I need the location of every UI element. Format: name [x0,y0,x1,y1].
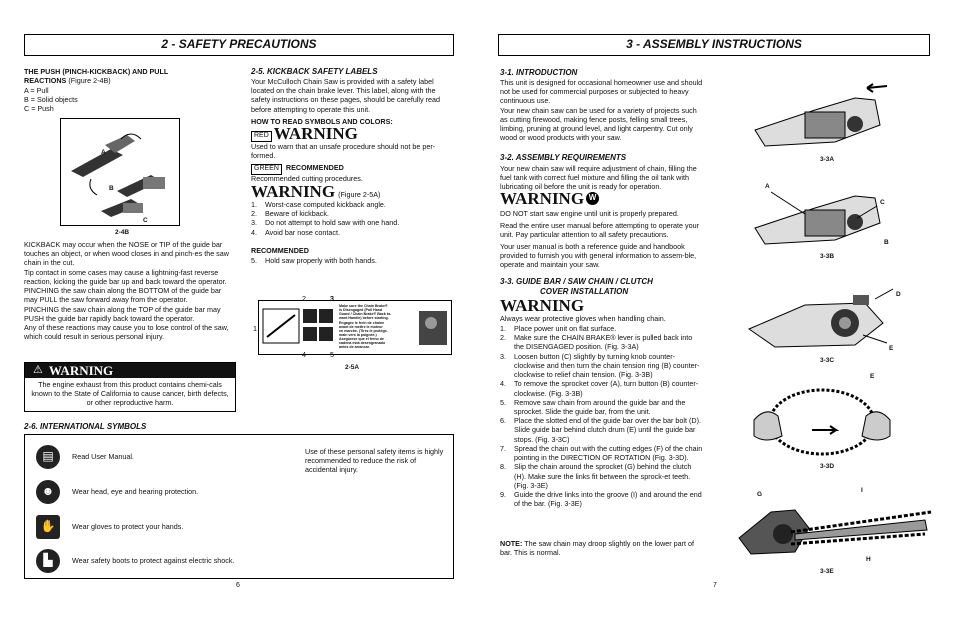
fig-3-3c-label-d: D [896,291,901,298]
list-item: 5. Hold saw properly with both hands. [251,256,377,265]
list-item: 4. To remove the sprocket cover (A), turn button (B) counter-clockwise. (Fig. 3-3B) [500,379,699,398]
section-3-3-line1: 3-3. GUIDE BAR / SAW CHAIN / CLUTCH [500,277,653,286]
list-item: 8. Slip the chain around the sprocket (G) behind the clutch (H). Make sure the links fit between the sprock-et teeth. (Fig. 3-3E) [500,462,692,490]
kickback-diagram [61,119,179,225]
fig-3-3e-label-i: I [861,487,863,494]
boots-icon: ▙ [36,549,60,573]
warning-box-title: WARNING [48,363,114,378]
label-num-4: 4 [302,350,306,359]
list-item: 3. Do not attempt to hold saw with one hand. [251,218,400,228]
list-item: 1. Worst-case computed kickback angle. [251,200,386,209]
recommended-text: Recommended cutting procedures. [251,174,363,183]
warning-box [24,362,236,412]
kickback-p5: Any of these reactions may cause you to lose control of the saw, which could result in serious personal injury. [24,322,229,342]
push-pull-legend [24,86,78,114]
legend-c: C = Push [24,104,54,114]
label-num-5: 5 [330,350,334,359]
intro-p1: This unit is designed for occasional homeowner use and should not be used for commercial purposes or subjected to heavy continuous use. [500,78,703,106]
list-item: 4. Avoid bar nose contact. [251,227,340,237]
gloves-icon: ✋ [36,515,60,539]
red-warning-row [251,125,358,142]
figure-2-4b [60,118,180,226]
symbol-row-manual [36,445,134,469]
symbol-text-head: Wear head, eye and hearing protection. [72,487,199,497]
head-protection-icon: ☻ [36,480,60,504]
list-item: 2. Make sure the CHAIN BRAKE® lever is pulled back into the DISENGAGED position. (Fig. 3-3A) [500,333,693,352]
kickback-p1: KICKBACK may occur when the NOSE or TIP of the guide bar touches an object, or when wood closes in and pinch-es the saw chain in the cut. [24,240,229,268]
figure-3-3d [752,380,892,460]
warning-gloves-text: Always wear protective gloves when handling chain. [500,314,666,323]
fig-3-3e-label-g: G [757,491,763,498]
fig-caption-3-3e: 3-3E [820,568,834,575]
warning-gloves-title: WARNING [500,296,585,315]
symbol-text-gloves: Wear gloves to protect your hands. [72,522,184,532]
symbol-text-boots: Wear safety boots to protect against electric shock. [72,556,235,566]
recommended2-list [251,256,456,265]
symbol-text-manual: Read User Manual. [72,452,134,462]
fig-label-a: A [101,149,106,156]
section-3-3-title [500,277,710,297]
warning-red-text: Used to warn that an unsafe procedure should not be per-formed. [251,142,436,161]
warning-box-header [25,363,235,378]
fig-3-3e-label-h: H [866,556,871,563]
list-item: 5. Remove saw chain from around the guide bar and the sprocket. Slide the guide bar, from the unit. [500,397,686,416]
symbol-row-head [36,480,198,504]
intro-p2: Your new chain saw can be used for a variety of projects such as cutting firewood, making fence posts, felling small trees, limbing, pruning at ground level, and light carpentry. Cut only wood or wood products with your saw. [500,105,697,143]
page-number-right: 7 [713,582,717,589]
warning-triangle-icon: ⚠ [33,364,43,377]
section-3-3-line2: COVER INSTALLATION [540,287,629,297]
intro-text [500,78,703,143]
how-to-read-heading: HOW TO READ SYMBOLS AND COLORS: [251,117,393,126]
label-num-3: 3 [330,294,334,303]
fig-label-c: C [143,217,148,224]
symbol-row-boots [36,549,234,573]
note [500,539,703,557]
warning2-title: WARNING [251,182,336,201]
assembly-steps [500,324,703,508]
section-2-6-title: 2-6. INTERNATIONAL SYMBOLS [24,422,147,431]
fig-3-3b-label-a: A [765,183,770,190]
req-text: Your new chain saw will require adjustment of chain, filling the fuel tank with correct fuel mixture and filling the oil tank with lubricating oil before the unit is ready for operation. [500,164,697,192]
chain-hands-3-3d [752,380,892,460]
chainsaw-3-3e [735,488,935,562]
list-item: 2. Beware of kickback. [251,209,329,219]
kickback-p4: PINCHING the saw chain along the TOP of the guide bar may PUSH the guide bar rapidly back toward the operator. [24,304,221,323]
fig-caption-3-3c: 3-3C [820,357,835,364]
warning-w-row [500,190,599,207]
req-text3: Your user manual is both a reference guide and handbook provided to furnish you with general information to assem-ble, operate and maintain your saw. [500,242,697,270]
push-pull-title-line1: THE PUSH (PINCH-KICKBACK) AND PULL [24,67,169,76]
note-text: The saw chain may droop slightly on the lower part of bar. This is normal. [500,539,695,558]
warning-box-text: The engine exhaust from this product contains chemi-cals known to the State of California to cause cancer, birth defects, or other reproductive harm. [31,380,229,408]
green-tag: GREEN [251,164,282,175]
left-header: 2 - SAFETY PRECAUTIONS [24,34,454,56]
req-text2: Read the entire user manual before attempting to operate your unit. Pay particular attention to all safety precautions. [500,221,699,240]
fig-caption-2-5a: 2-5A [345,364,360,371]
list-item: 1. Place power unit on flat surface. [500,324,617,333]
right-header: 3 - ASSEMBLY INSTRUCTIONS [498,34,930,56]
chainsaw-3-3c [745,283,895,353]
fig-label-b: B [109,185,114,192]
warning-w-title: WARNING [500,189,585,208]
figure-3-3a [745,80,890,152]
section-3-1-title: 3-1. INTRODUCTION [500,68,578,77]
page-number-left: 6 [236,582,240,589]
fig-caption-2-4b: 2-4B [115,229,130,236]
fig-3-3c-label-e: E [889,345,894,352]
kickback-p3: PINCHING the saw chain along the BOTTOM of the guide bar may PULL the saw forward away from the operator. [24,286,222,305]
label-num-1: 1 [253,324,257,333]
fig-3-3d-label-e: E [870,373,875,380]
legend-b: B = Solid objects [24,95,78,105]
fig-caption-3-3d: 3-3D [820,463,835,470]
list-item: 7. Spread the chain out with the cutting edges (F) of the chain pointing in the DIRECTION OF ROTATION (Fig. 3-3D). [500,443,703,463]
intl-note: Use of these personal safety items is highly recommended to reduce the risk of accidental injury. [305,447,444,475]
warning-w-badge-icon: W [586,192,599,205]
warning2-row [251,183,380,200]
fig-caption-3-3a: 3-3A [820,156,835,163]
list-item: 6. Place the slotted end of the guide bar over the bar bolt (D). Slide guide bar behind clutch drum (E) until the guide bar stops. (Fig. 3-3C) [500,416,701,444]
recommended-title: RECOMMENDED [285,163,344,172]
fig-caption-3-3b: 3-3B [820,253,835,260]
fig-3-3b-label-b: B [884,239,889,246]
read-manual-icon: ▤ [36,445,60,469]
figure-2-5a [258,300,452,355]
warning2-fig-ref: (Figure 2-5A) [338,189,381,199]
section-2-5-intro: Your McCulloch Chain Saw is provided with a safety label located on the chain brake lever. This label, along with the safety instructions on these pages, should be carefully read before attempting to operate this unit. [251,77,440,114]
fig-3-3b-label-c: C [880,199,885,206]
symbol-row-gloves [36,515,183,539]
figure-3-3c [745,283,895,353]
list-item: 9. Guide the drive links into the groove (I) and around the end of the bar. (Fig. 3-3E) [500,489,702,509]
figure-3-3e [735,488,935,562]
label-num-2: 2 [302,294,306,303]
safety-label-text: Make sure the Chain Brake® is Disengaged (Pull Hand Guard / Chain Brake® Back to- ward Handle) before starting. Engagez le frein de chaîne avant de mettre le moteur en marche. (Tirez le protège- main vers la poignée.) Asegúrese que el freno de cadena está desengranado antes de arrancar. [339,304,392,350]
warning2-list [251,200,456,237]
note-label: NOTE: [500,539,523,548]
push-pull-title [24,67,234,85]
chainsaw-3-3a [745,80,890,152]
warning-w-text: DO NOT start saw engine until unit is properly prepared. [500,209,679,218]
section-2-5-title: 2-5. KICKBACK SAFETY LABELS [251,67,378,76]
list-item: 3. Loosen button (C) slightly by turning knob counter-clockwise and then turn the chain tension ring (B) counter-clockwise to relief chain tension. (Fig. 3-3B) [500,351,700,380]
legend-a: A = Pull [24,86,49,95]
red-tag: RED [251,131,272,142]
recommended2-title: RECOMMENDED [251,246,309,255]
push-pull-title-line2: REACTIONS [24,76,67,86]
kickback-text [24,240,236,341]
push-pull-fig-ref: (Figure 2-4B) [68,76,111,86]
section-3-2-title: 3-2. ASSEMBLY REQUIREMENTS [500,153,627,162]
warning-red-title: WARNING [273,124,358,143]
kickback-p2: Tip contact in some cases may cause a lightning-fast reverse reaction, kicking the guide bar up and back toward the operator. [24,267,227,286]
